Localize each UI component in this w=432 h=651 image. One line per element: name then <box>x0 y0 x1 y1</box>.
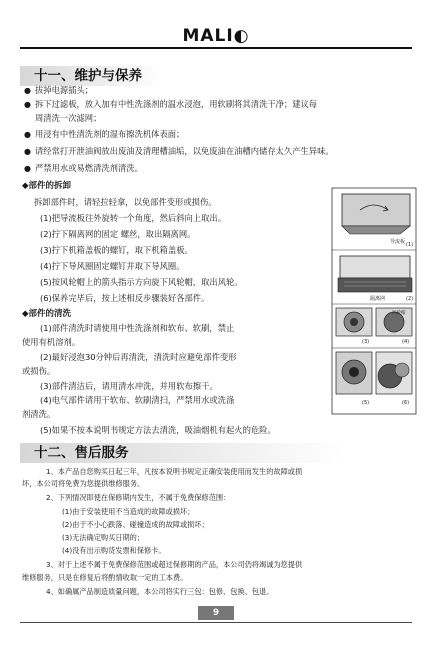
figure-number: (6) <box>402 400 410 406</box>
cleaning-step-continued: 或损伤。 <box>22 366 56 376</box>
service-clause: 4、如确属产品制造质量问题，本公司将实行三包：包修、包换、包退。 <box>46 587 274 596</box>
list-item-continued: 周清洗一次滤网； <box>35 113 102 123</box>
disassembly-step: (6)保养完毕后，按上述相反步骤装好各部件。 <box>40 293 210 303</box>
disassembly-step: (2)拧下隔离网的固定 螺丝，取出隔离网。 <box>40 229 196 239</box>
figure-number: (2) <box>406 296 414 302</box>
service-exclusion: (4)没有出示购货发票和保修卡。 <box>62 546 166 555</box>
page-number: 9 <box>198 606 234 620</box>
service-exclusion: (3)无法确定购买日期的； <box>62 533 145 542</box>
section-title-maintenance: 十一、维护与保养 <box>20 66 162 86</box>
list-item: ● 拆下过滤板，放入加有中性洗涤剂的温水浸泡，用软刷将其清洗干净；建议每 <box>24 98 419 112</box>
header-rule <box>20 47 412 49</box>
figure-label-filter: 隔离网 <box>370 296 386 302</box>
figure-label-fan-cap: 风轮帽 <box>392 311 406 316</box>
disassembly-step: (1)把导流板往外旋转一个角度，然后斜向上取出。 <box>40 213 226 223</box>
subsection-heading-disassembly: ◆部件的拆卸 <box>22 181 72 191</box>
figure-number: (3) <box>362 339 370 345</box>
bullet-icon: ● <box>24 100 31 109</box>
service-exclusion: (2)由于不小心跌落、碰撞造成的故障或损坏； <box>62 520 209 529</box>
brand-logo: MALI◐ <box>182 26 250 46</box>
service-clause: 3、对于上述不属于免费保修范围或超过保修期的产品，本公司仍将竭诚为您提供 <box>46 560 303 569</box>
service-clause: 2、下列情况即使在保修期内发生，不属于免费保修范围： <box>46 493 231 502</box>
list-item: ● 拔掉电源插头； <box>24 84 419 98</box>
footer-rule <box>20 622 412 623</box>
cleaning-step: (2)最好浸泡30分钟后再清洗，清洗时应避免部件变形 <box>40 352 237 362</box>
cleaning-step: (3)部件清洁后，请用清水冲洗，并用软布擦干。 <box>40 381 218 391</box>
bullet-icon: ● <box>24 130 31 139</box>
list-item: ● 用浸有中性清洗剂的湿布擦洗机体表面； <box>24 128 419 142</box>
cleaning-step: (1)部件清洗时请使用中性洗涤剂和软布、软刷，禁止 <box>40 323 235 333</box>
cleaning-step-continued: 使用有机溶剂。 <box>22 337 81 347</box>
disassembly-step: (4)拧下导风圈固定螺钉并取下导风圈。 <box>40 261 185 271</box>
service-clause-continued: 维修服务，只是在修复后将酌情收取一定的工本费。 <box>22 573 188 582</box>
cleaning-step-continued: 剂清洗。 <box>22 409 56 419</box>
figure-number: (1) <box>406 242 414 248</box>
service-exclusion: (1)由于安装使用不当造成的故障或损坏； <box>62 507 195 516</box>
bullet-icon: ● <box>24 164 31 173</box>
service-clause: 1、本产品自您购买日起三年，凡按本说明书规定正确安装使用而发生的故障或损 <box>46 467 303 476</box>
list-item: ● 请经常打开泄油阀放出废油及清理槽油垢，以免废油在油槽内储存太久产生异味。 <box>24 145 419 159</box>
subsection-heading-cleaning: ◆部件的清洗 <box>22 309 72 319</box>
cleaning-step: (5)如果不按本说明书规定方法去清洗，吸油烟机有起火的危险。 <box>40 425 276 435</box>
bullet-icon: ● <box>24 86 31 95</box>
section-title-after-sales: 十二、售后服务 <box>20 443 345 463</box>
figure-number: (5) <box>362 400 370 406</box>
disassembly-step: (5)按风轮帽上的箭头指示方向旋下风轮帽，取出风轮。 <box>40 277 243 287</box>
disassembly-illustration <box>330 186 418 416</box>
disassembly-step: (3)拧下机箱盖板的螺钉，取下机箱盖板。 <box>40 245 193 255</box>
disassembly-intro: 拆卸部件时，请轻拉轻拿，以免部件变形或损伤。 <box>34 197 217 207</box>
bullet-icon: ● <box>24 147 31 156</box>
figure-number: (4) <box>402 339 410 345</box>
figure-label-deflector: 导流板 <box>390 239 406 245</box>
list-item: ● 严禁用水或易燃清洗剂清洗。 <box>24 162 419 176</box>
service-clause-continued: 坏，本公司将免费为您提供维修服务。 <box>22 479 145 488</box>
cleaning-step: (4)电气部件请用干软布、软刷清扫，严禁用水或洗涤 <box>40 395 235 405</box>
